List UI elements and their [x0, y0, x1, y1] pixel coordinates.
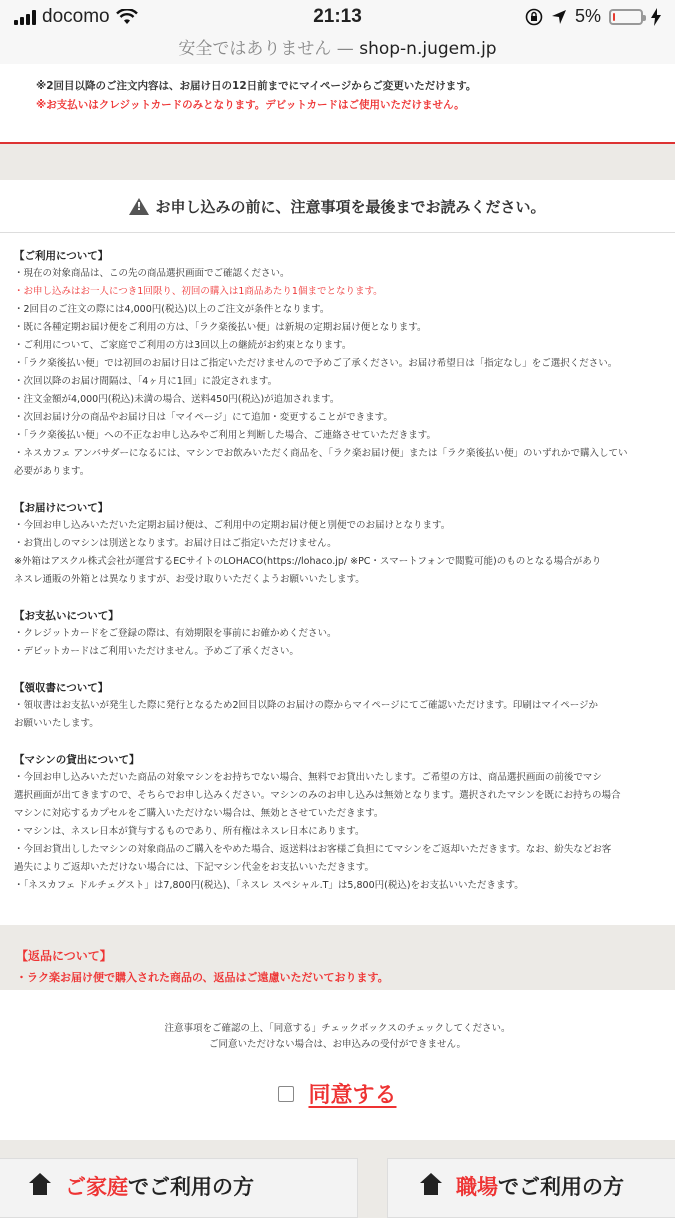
section-spacer [14, 589, 675, 607]
notice-item: ・現在の対象商品は、この先の商品選択画面でご確認ください。 [14, 268, 290, 279]
order-notes-panel [0, 64, 675, 144]
notice-item: ・次回以降のお届け間隔は、「4ヶ月に1回」に設定されます。 [14, 376, 278, 387]
payment-note: ※お支払いはクレジットカードのみとなります。デビットカードはご使用いただけません。 [36, 99, 465, 111]
section-title: 【お届けについて】 [14, 502, 109, 514]
agree-label[interactable]: 同意する [308, 1083, 397, 1108]
status-bar [0, 0, 675, 34]
agree-control[interactable] [0, 1078, 675, 1109]
work-use-button[interactable] [387, 1158, 675, 1218]
home-use-label [65, 1171, 254, 1201]
notice-item: ・今回お貸出ししたマシンの対象商品のご購入をやめた場合、返送料はお客様ご負担にてマシンをご返却いただきます。なお、紛失などお客 [14, 844, 612, 855]
home-use-accent: ご家庭 [65, 1175, 128, 1199]
warning-icon [129, 198, 149, 215]
charging-bolt-icon [651, 8, 661, 26]
notice-heading-text: お申し込みの前に、注意事項を最後までお読みください。 [155, 197, 546, 216]
notice-item: ・次回お届け分の商品やお届け日は「マイページ」にて追加・変更することができます。 [14, 412, 393, 423]
agreement-instruction: 注意事項をご確認の上、「同意する」チェックボックスのチェックしてください。 [164, 1023, 511, 1034]
notice-item: ・ネスカフェ アンバサダーになるには、マシンでお飲みいただく商品を、「ラク楽お届け便」または「ラク楽後払い便」のいずれかで購入してい [14, 448, 628, 459]
returns-section [0, 925, 675, 990]
notice-panel [0, 180, 675, 925]
battery-icon [609, 9, 643, 25]
notice-item: 選択画面が出てきますので、そちらでお申し込みください。マシンのみのお申し込みは無効となります。選択されたマシンを既にお持ちの場合 [14, 790, 621, 801]
location-icon [551, 9, 567, 25]
house-icon [29, 1173, 51, 1195]
notice-item: ・クレジットカードをご登録の際は、有効期限を事前にお確かめください。 [14, 628, 337, 639]
section-title: 【お支払いについて】 [14, 610, 119, 622]
orientation-lock-icon [525, 8, 543, 26]
notice-item: ・2回目のご注文の際には4,000円(税込)以上のご注文が条件となります。 [14, 304, 330, 315]
section-spacer [14, 481, 675, 499]
notice-item: ネスレ通販の外箱とは異なりますが、お受け取りいただくようお願いいたします。 [14, 574, 365, 585]
work-use-accent: 職場 [456, 1175, 498, 1199]
url-bar[interactable] [0, 34, 675, 64]
notice-heading [0, 180, 675, 233]
home-use-rest: でご利用の方 [128, 1175, 254, 1199]
order-change-note: ※2回目以降のご注文内容は、お届け日の12日前までにマイページからご変更いただけます。 [36, 80, 477, 92]
notice-item: ・マシンは、ネスレ日本が貸与するものであり、所有権はネスレ日本にあります。 [14, 826, 365, 837]
notice-item: ・ご利用について、ご家庭でご利用の方は3回以上の継続がお約束となります。 [14, 340, 352, 351]
returns-title: 【返品について】 [16, 949, 112, 963]
section-title: 【ご利用について】 [14, 250, 109, 262]
work-use-rest: でご利用の方 [498, 1175, 624, 1199]
home-use-button[interactable] [0, 1158, 358, 1218]
carrier-name: docomo [42, 6, 110, 27]
notice-item: ・「ネスカフェ ドルチェグスト」は7,800円(税込)、「ネスレ スペシャル.T」は5,800円(税込)をお支払いいただきます。 [14, 880, 524, 891]
notice-item: ・領収書はお支払いが発生した際に発行となるため2回目以降のお届けの際からマイページにてご確認いただけます。印刷はマイページか [14, 700, 599, 711]
notice-item: お願いいたします。 [14, 718, 99, 729]
section-spacer [14, 733, 675, 751]
notice-item: ※外箱はアスクル株式会社が運営するECサイトのLOHACO(https://lohaco.jp/ ※PC・スマートフォンで閲覧可能)のものとなる場合があり [14, 556, 602, 567]
notice-item: ・お貸出しのマシンは別送となります。お届け日はご指定いただけません。 [14, 538, 337, 549]
notice-item: 必要があります。 [14, 466, 90, 477]
notice-item: ・既に各種定期お届け便をご利用の方は、「ラク楽後払い便」は新規の定期お届け便となります。 [14, 322, 427, 333]
returns-body: ・ラク楽お届け便で購入された商品の、返品はご遠慮いただいております。 [16, 971, 389, 984]
usage-choice-area [0, 1140, 675, 1200]
notice-item: ・今回お申し込みいただいた商品の対象マシンをお持ちでない場合、無料でお貸出いたします。ご希望の方は、商品選択画面の前後でマシ [14, 772, 602, 783]
section-title: 【マシンの貸出について】 [14, 754, 140, 766]
battery-fill [613, 13, 615, 21]
url-domain: shop-n.jugem.jp [359, 39, 497, 59]
agreement-section [0, 990, 675, 1140]
notice-item: ・お申し込みはお一人につき1回限り、初回の購入は1商品あたり1個までとなります。 [14, 286, 383, 297]
section-title: 【領収書について】 [14, 682, 109, 694]
notice-item: ・今回お申し込みいただいた定期お届け便は、ご利用中の定期お届け便と別便でのお届けとなります。 [14, 520, 451, 531]
notice-list [0, 233, 675, 895]
clock: 21:13 [313, 6, 362, 27]
notice-item: ・「ラク楽後払い便」では初回のお届け日はご指定いただけませんので予めご了承ください。お届け希望日は「指定なし」をご選択ください。 [14, 358, 618, 369]
security-warning: 安全ではありません — [178, 39, 354, 59]
agreement-warning: ご同意いただけない場合は、お申込みの受付ができません。 [208, 1039, 467, 1050]
battery-percent: 5% [574, 6, 601, 26]
house-icon [420, 1173, 442, 1195]
notice-item: 過失によりご返却いただけない場合には、下記マシン代金をお支払いいただきます。 [14, 862, 375, 873]
notice-item: ・「ラク楽後払い便」への不正なお申し込みやご利用と判断した場合、ご連絡させていただきます。 [14, 430, 436, 441]
section-spacer [14, 661, 675, 679]
status-right [525, 6, 661, 27]
notice-item: ・注文金額が4,000円(税込)未満の場合、送料450円(税込)が追加されます。 [14, 394, 340, 405]
notice-item: マシンに対応するカプセルをご購入いただけない場合は、無効とさせていただきます。 [14, 808, 384, 819]
agree-checkbox[interactable] [278, 1086, 294, 1102]
notice-item: ・デビットカードはご利用いただけません。予めご了承ください。 [14, 646, 299, 657]
work-use-label [456, 1171, 624, 1201]
